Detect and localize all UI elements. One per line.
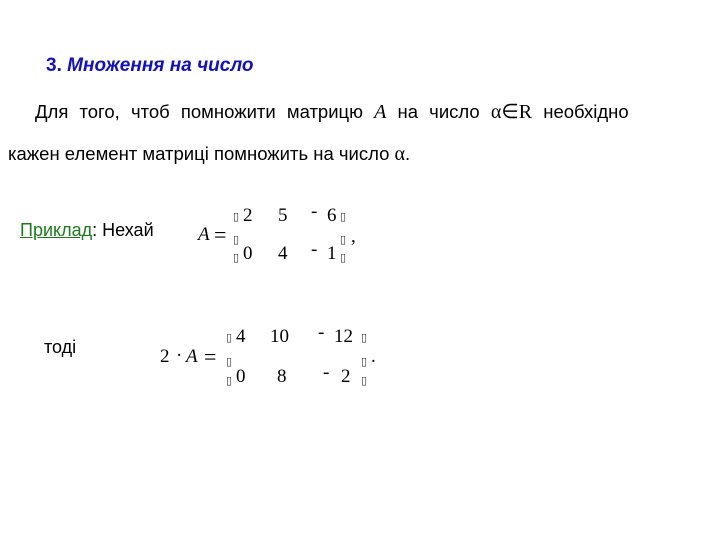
example-label xyxy=(20,220,154,241)
matrix-variable: A xyxy=(374,101,387,123)
paragraph-text: Для того, чтоб помножити матрицю xyxy=(35,101,364,122)
minus-sign: - xyxy=(311,239,318,260)
section-number: 3. xyxy=(46,55,62,76)
paragraph-text: необхідно xyxy=(543,101,629,122)
period: . xyxy=(371,346,376,367)
paragraph-text: кажен елемент матриці помножить на число xyxy=(8,143,390,164)
minus-sign: - xyxy=(311,201,318,222)
equation-lhs: A xyxy=(186,346,198,367)
minus-sign: - xyxy=(318,322,325,343)
paragraph-line-1 xyxy=(35,99,712,124)
period: . xyxy=(405,143,411,164)
example-link[interactable]: Приклад xyxy=(20,220,93,240)
dot-operator: · xyxy=(176,345,183,366)
bracket-glyph-icon: ▯ xyxy=(226,331,233,344)
comma: , xyxy=(351,226,356,247)
bracket-glyph-icon: ▯ xyxy=(340,233,347,246)
bracket-glyph-icon: ▯ xyxy=(226,374,233,387)
bracket-glyph-icon: ▯ xyxy=(233,251,240,264)
matrix-cell: 4 xyxy=(278,243,288,264)
equals-sign: = xyxy=(214,222,227,247)
matrix-cell: 0 xyxy=(236,366,246,387)
bracket-glyph-icon: ▯ xyxy=(233,210,240,223)
paragraph-text: на число xyxy=(397,101,480,122)
bracket-glyph-icon: ▯ xyxy=(340,251,347,264)
section-heading xyxy=(46,55,254,77)
matrix-cell: 10 xyxy=(270,326,289,347)
bracket-glyph-icon: ▯ xyxy=(226,355,233,368)
example-word: Нехай xyxy=(102,220,154,240)
alpha-symbol: α xyxy=(394,143,406,165)
matrix-cell: 5 xyxy=(278,205,288,226)
alpha-in-reals: α∈R xyxy=(490,101,533,123)
paragraph-line-2 xyxy=(8,143,410,166)
scalar: 2 xyxy=(160,346,170,367)
matrix-cell: 4 xyxy=(236,326,246,347)
equals-sign: = xyxy=(204,344,217,369)
bracket-glyph-icon: ▯ xyxy=(340,210,347,223)
matrix-cell: 12 xyxy=(334,326,353,347)
matrix-cell: 2 xyxy=(243,205,253,226)
matrix-cell: 2 xyxy=(341,366,351,387)
equation-lhs: A xyxy=(198,224,210,245)
minus-sign: - xyxy=(323,362,330,383)
matrix-cell: 6 xyxy=(327,205,337,226)
bracket-glyph-icon: ▯ xyxy=(361,331,368,344)
bracket-glyph-icon: ▯ xyxy=(233,233,240,246)
matrix-cell: 8 xyxy=(277,366,287,387)
then-word: тоді xyxy=(44,337,77,357)
section-title: Множення на число xyxy=(67,55,254,76)
bracket-glyph-icon: ▯ xyxy=(361,355,368,368)
matrix-cell: 1 xyxy=(327,243,337,264)
matrix-cell: 0 xyxy=(243,243,253,264)
bracket-glyph-icon: ▯ xyxy=(361,374,368,387)
colon: : xyxy=(92,220,98,240)
